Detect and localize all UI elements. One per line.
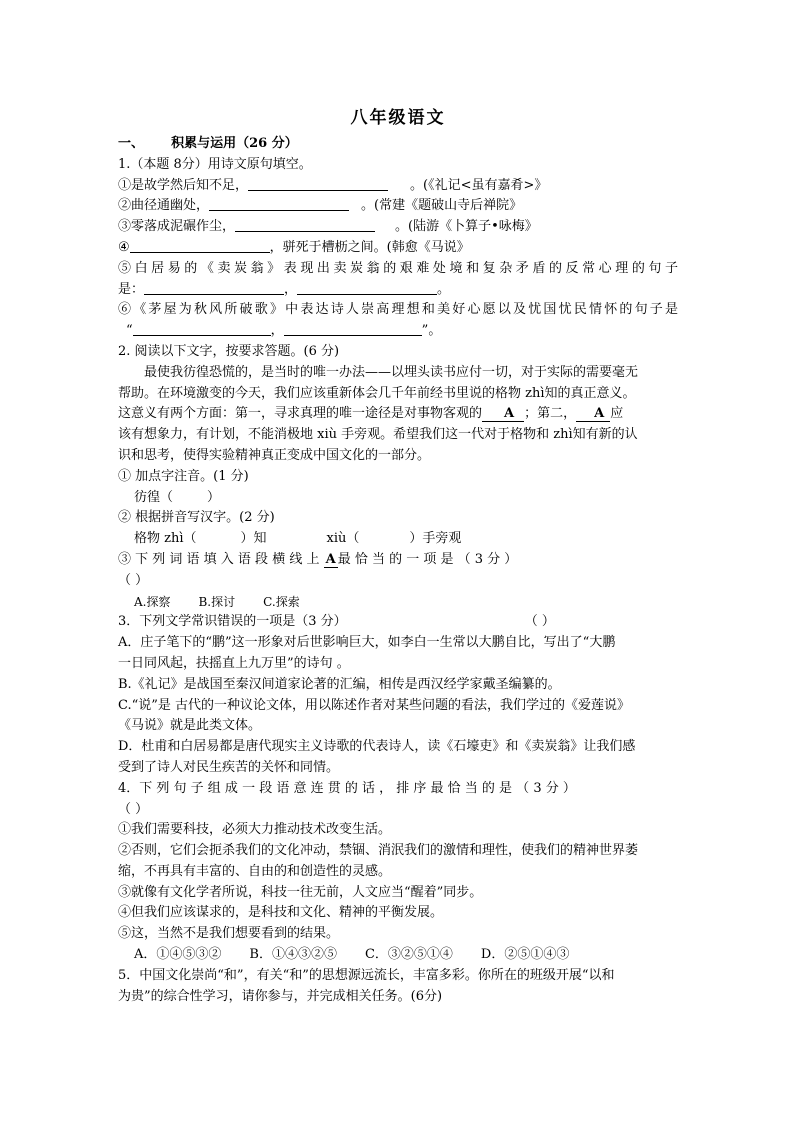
section-label: 积累与运用（26 分） <box>171 136 298 151</box>
q2-sub-1: ① 加点字注音。(1 分) <box>118 468 249 484</box>
answer-blank[interactable] <box>209 196 349 211</box>
answer-blank[interactable] <box>133 321 271 336</box>
q5-heading-cont: 为贵”的综合性学习，请你参与，并完成相关任务。(6分) <box>118 988 443 1004</box>
option[interactable]: B.探讨 <box>198 594 236 609</box>
answer-blank[interactable] <box>297 280 437 295</box>
q1-item-5-blanks: 是： ， 。 <box>118 281 451 297</box>
exam-page <box>118 103 678 1007</box>
answer-blank[interactable] <box>248 176 388 191</box>
option[interactable]: A．①④⑤③② <box>134 947 222 963</box>
q1-item-3: ③零落成泥碾作尘， 。(陆游《卜算子•咏梅》 <box>118 219 538 235</box>
q3-option-d: D．杜甫和白居易都是唐代现实主义诗歌的代表诗人，读《石壕吏》和《卖炭翁》让我们感 <box>118 739 636 755</box>
q3-heading: 3．下列文学常识错误的一项是（3 分） （ ） <box>118 614 555 630</box>
q3-option-c-cont: 《马说》就是此类文体。 <box>118 718 262 734</box>
q2-passage-line: 这意义有两个方面：第一，寻求真理的唯一途径是对事物客观的 A ；第二， A 应 <box>118 406 624 422</box>
section-heading <box>118 134 678 155</box>
q1-item-1: ①是故学然后知不足， 。(《礼记<虽有嘉肴>》 <box>118 177 548 193</box>
q3-option-b: B.《礼记》是战国至秦汉间道家论著的汇编，相传是西汉经学家戴圣编纂的。 <box>118 676 561 692</box>
q2-sub-2: ② 根据拼音写汉字。(2 分) <box>118 510 275 526</box>
answer-blank[interactable] <box>130 238 270 253</box>
q5-heading: 5．中国文化崇尚“和”，有关“和”的思想源远流长，丰富多彩。你所在的班级开展“以和 <box>118 967 615 983</box>
q1-item-6-blanks: “ ， ”。 <box>126 323 442 339</box>
q4-sentence-2-cont: 缩，不再具有丰富的、自由的和创造性的灵感。 <box>118 863 392 879</box>
answer-blank[interactable] <box>284 321 422 336</box>
q3-option-a-cont: 一日同风起，扶摇直上九万里”的诗句 。 <box>118 655 350 671</box>
q2-passage-line: 最使我彷徨恐慌的，是当时的唯一办法——以埋头读书应付一切，对于实际的需要毫无 <box>144 364 639 380</box>
answer-paren[interactable]: （ ） <box>118 801 149 817</box>
q3-option-c: C.“说”是 古代的一种议论文体，用以陈述作者对某些问题的看法，我们学过的《爱莲说》 <box>118 697 631 713</box>
q2-passage-line: 识和思考，使得实验精神真正变成中国文化的一部分。 <box>118 447 431 463</box>
q4-sentence-5: ⑤这，当然不是我们想要看到的结果。 <box>118 926 340 942</box>
blank-a: A <box>482 406 524 422</box>
option[interactable]: C．③②⑤①④ <box>364 947 453 963</box>
option[interactable]: A.探察 <box>134 594 171 609</box>
q1-item-4: ④ ，骈死于槽枥之间。(韩愈《马说》 <box>118 239 470 255</box>
answer-paren[interactable]: （ ） <box>524 614 555 630</box>
q4-sentence-4: ④但我们应该谋求的，是科技和文化、精神的平衡发展。 <box>118 905 444 921</box>
q2-options <box>118 592 678 613</box>
q2-sub-1-answer: 彷徨（ ） <box>134 489 221 505</box>
q3-option-d-cont: 受到了诗人对民生疾苦的关怀和同情。 <box>118 759 340 775</box>
q4-options <box>118 945 678 966</box>
q1-item-6: ⑥《茅屋为秋风所破歌》中表达诗人崇高理想和美好心愿以及忧国忧民情怀的句子是 <box>118 302 678 318</box>
section-number: 一、 <box>118 136 145 151</box>
option[interactable]: D．②⑤①④③ <box>480 947 570 963</box>
q1-item-2: ②曲径通幽处， 。(常建《题破山寺后禅院》 <box>118 198 523 214</box>
option[interactable]: C.探索 <box>263 594 300 609</box>
answer-paren[interactable]: （ ） <box>118 572 149 588</box>
q2-sub-2-answer: 格物 zhì（ ）知 xiù（ ）手旁观 <box>134 531 462 547</box>
q3-option-a: A．庄子笔下的“鹏”这一形象对后世影响巨大，如李白一生常以大鹏自比，写出了“大鹏 <box>118 635 616 651</box>
q2-sub-3: ③ 下 列 词 语 填 入 语 段 横 线 上 A 最 恰 当 的 一 项 是 （ 3 分 ） <box>118 551 518 567</box>
q4-sentence-1: ①我们需要科技，必须大力推动技术改变生活。 <box>118 822 392 838</box>
q4-sentence-3: ③就像有文化学者所说，科技一往无前，人文应当“醒着”同步。 <box>118 884 483 900</box>
q1-item-5: ⑤白居易的《卖炭翁》表现出卖炭翁的艰难处境和复杂矛盾的反常心理的句子 <box>118 260 678 276</box>
page-title: 八年级语文 <box>350 108 446 128</box>
blank-a: A <box>576 406 610 422</box>
q2-passage-line: 该有想象力，有计划，不能消极地 xiù 手旁观。希望我们这一代对于格物和 zhì知有新的认 <box>118 427 638 443</box>
q4-sentence-2: ②否则，它们会扼杀我们的文化冲动，禁锢、消泯我们的激情和理性，使我们的精神世界萎 <box>118 843 639 859</box>
option[interactable]: B．①④③②⑤ <box>249 947 337 963</box>
q2-passage-line: 帮助。在环境激变的今天，我们应该重新体会几千年前经书里说的格物 zhì知的真正意义。 <box>118 385 636 401</box>
q4-heading: 4．下 列 句 子 组 成 一 段 语 意 连 贯 的 话 ， 排 序 最 恰 当 的 是 （ 3 分 ） <box>118 780 576 796</box>
q1-heading: 1.（本题 8分）用诗文原句填空。 <box>118 156 312 172</box>
q2-heading: 2. 阅读以下文字，按要求答题。(6 分) <box>118 343 340 359</box>
answer-blank[interactable] <box>144 280 284 295</box>
answer-blank[interactable] <box>235 217 375 232</box>
